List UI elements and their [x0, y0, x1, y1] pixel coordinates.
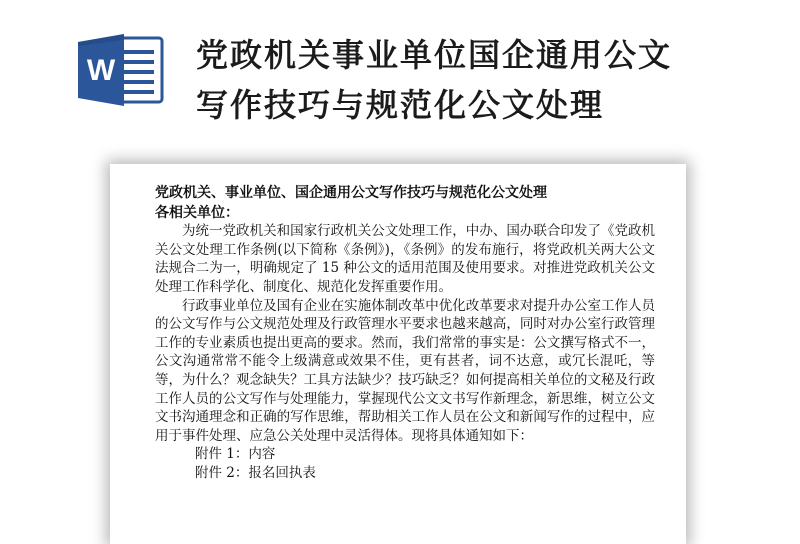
title-line-2: 写作技巧与规范化公文处理	[196, 86, 605, 124]
page-title	[196, 30, 786, 130]
svg-text:W: W	[86, 54, 116, 87]
document-page	[110, 164, 686, 526]
document-title: 党政机关、事业单位、国企通用公文写作技巧与规范化公文处理	[155, 185, 547, 201]
document-body	[155, 184, 655, 483]
word-icon	[76, 32, 166, 108]
salutation: 各相关单位：	[155, 204, 239, 221]
paragraph-1: 为统一党政机关和国家行政机关公文处理工作，中办、国办联合印发了《党政机关公文处理工作条例(以下简称《条例》)，《条例》的发布施行，将党政机关两大公文法规合二为一，明确规定了 15 种公文的适用范围及使用要求。对推进党政机关公文处理工作科学化、制度化、规范化发挥重要作用。	[155, 223, 655, 295]
attachment-2: 附件 2：报名回执表	[195, 464, 316, 481]
paragraph-2: 行政事业单位及国有企业在实施体制改革中优化改革要求对提升办公室工作人员的公文写作与公文规范处理及行政管理水平要求也越来越高，同时对办公室行政管理工作的专业素质也提出更高的要求。然而，我们常常的事实是：公文撰写格式不一，公文沟通常常不能令上级满意或效果不佳，更有甚者，词不达意，或冗长混吒，等等，为什么？观念缺失？工具方法缺少？技巧缺乏？如何提高相关单位的文秘及行政工作人员的公文写作与处理能力，掌握现代公文文书写作新理念，新思维，树立公文文书沟通理念和正确的写作思维，帮助相关工作人员在公文和新闻写作的过程中，应用于事件处理、应急公关处理中灵活得体。现将具体通知如下：	[155, 297, 655, 444]
title-line-1: 党政机关事业单位国企通用公文	[196, 36, 673, 74]
attachment-1: 附件 1：内容	[195, 446, 276, 463]
header	[0, 0, 800, 140]
